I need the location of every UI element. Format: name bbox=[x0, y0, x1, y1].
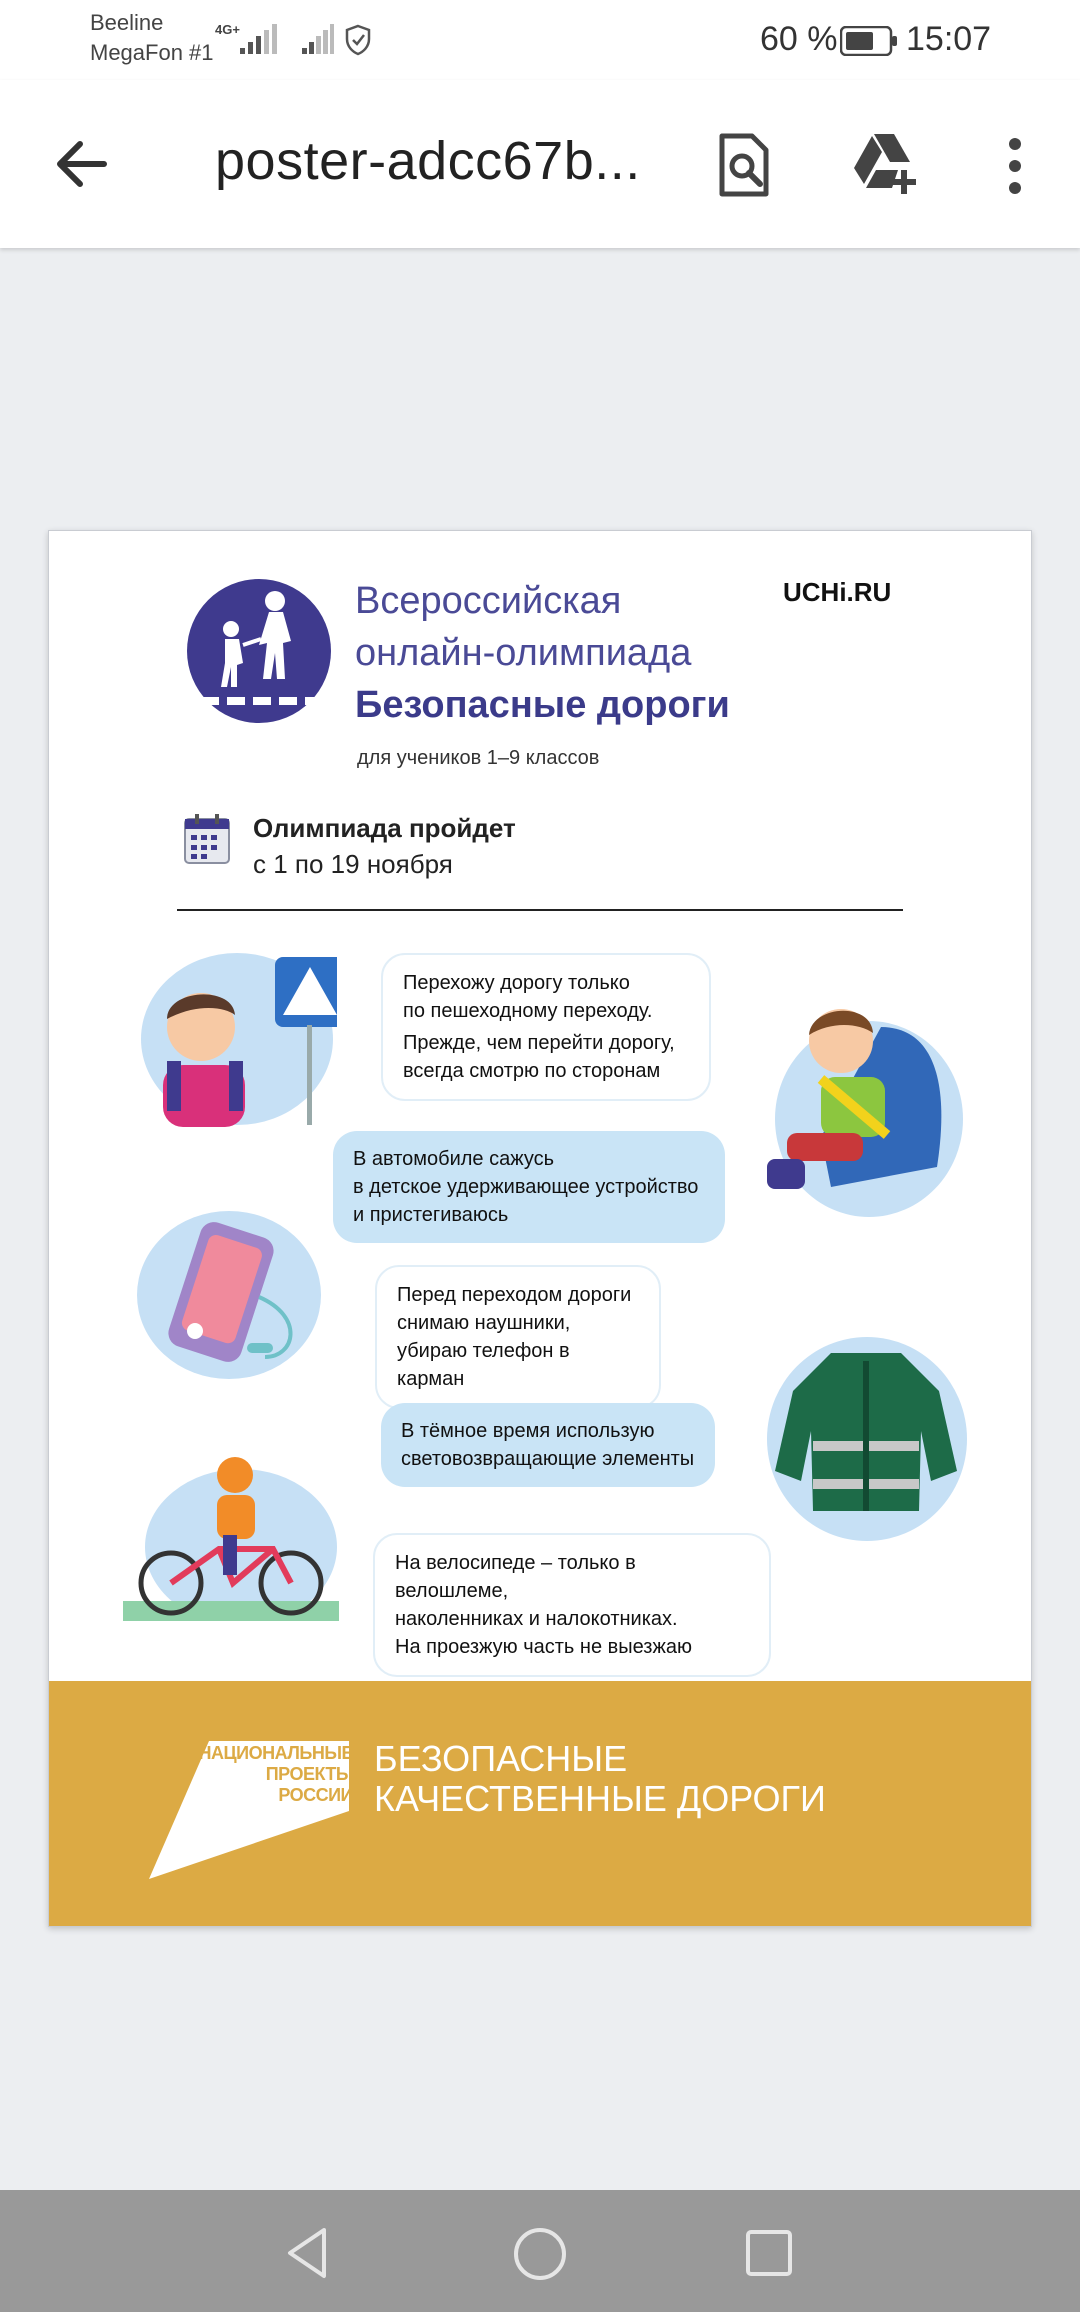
footer-title-line-2: КАЧЕСТВЕННЫЕ ДОРОГИ bbox=[374, 1778, 826, 1819]
logo-line-2: ПРОЕКТЫ bbox=[265, 1764, 353, 1784]
tip-5-line-2: наколенниках и налокотниках. bbox=[395, 1608, 678, 1630]
girl-bicycle-illustration bbox=[123, 1451, 339, 1621]
tip-3-line-1: Перед переходом дороги bbox=[397, 1284, 632, 1306]
carrier-2: MegaFon #1 bbox=[90, 40, 214, 65]
tip-4-line-2: световозвращающие элементы bbox=[401, 1448, 695, 1470]
tip-bubble-5 bbox=[373, 1533, 771, 1677]
battery-icon bbox=[840, 26, 898, 56]
battery-percent: 60 % bbox=[760, 20, 838, 58]
signal-icon bbox=[238, 22, 278, 56]
clock: 15:07 bbox=[906, 20, 992, 58]
nav-recents-icon[interactable] bbox=[744, 2228, 794, 2278]
schedule-dates: с 1 по 19 ноября bbox=[253, 849, 453, 879]
pedestrians-logo-icon bbox=[187, 579, 331, 723]
app-bar bbox=[0, 80, 1080, 248]
tip-2-line-2: в детское удерживающее устройство bbox=[353, 1176, 699, 1198]
heading-line-2: онлайн-олимпиада bbox=[355, 632, 692, 674]
tip-3-line-2: снимаю наушники, bbox=[397, 1312, 571, 1334]
national-projects-logo-text bbox=[197, 1743, 353, 1806]
back-arrow-icon[interactable] bbox=[52, 134, 112, 194]
tip-5-line-1: На велосипеде – только в велошлеме, bbox=[395, 1552, 636, 1602]
document-title: poster-adcc67b... bbox=[215, 131, 641, 191]
nav-home-icon[interactable] bbox=[512, 2226, 568, 2282]
poster-image bbox=[48, 530, 1032, 1927]
doc-search-icon[interactable] bbox=[716, 132, 772, 198]
boy-crossing-sign-illustration bbox=[137, 949, 337, 1129]
heading-line-1: Всероссийская bbox=[355, 580, 622, 622]
tip-2-line-1: В автомобиле сажусь bbox=[353, 1148, 555, 1170]
calendar-icon bbox=[183, 813, 235, 867]
tip-1-line-2: по пешеходному переходу. bbox=[403, 1000, 653, 1022]
child-car-seat-illustration bbox=[761, 987, 967, 1227]
shield-check-icon bbox=[344, 24, 372, 56]
network-type: 4G+ bbox=[215, 22, 240, 37]
uchi-logo: UCHi.RU bbox=[783, 577, 892, 607]
signal-2-icon bbox=[300, 22, 334, 56]
tip-bubble-2 bbox=[333, 1131, 725, 1243]
reflective-jacket-illustration bbox=[761, 1331, 969, 1541]
logo-line-1: НАЦИОНАЛЬНЫЕ bbox=[198, 1743, 353, 1763]
tip-4-line-1: В тёмное время использую bbox=[401, 1420, 655, 1442]
tip-1-line-3: Прежде, чем перейти дорогу, bbox=[403, 1032, 675, 1054]
carrier-1: Beeline bbox=[90, 10, 164, 35]
footer-title bbox=[374, 1739, 826, 1819]
tip-bubble-1 bbox=[381, 953, 711, 1101]
heading-line-3: Безопасные дороги bbox=[355, 684, 730, 726]
system-nav-bar bbox=[0, 2190, 1080, 2312]
tip-1-line-4: всегда смотрю по сторонам bbox=[403, 1060, 661, 1082]
tip-bubble-3 bbox=[375, 1265, 661, 1409]
footer-title-line-1: БЕЗОПАСНЫЕ bbox=[374, 1738, 628, 1779]
phone-headphones-illustration bbox=[135, 1207, 325, 1383]
tip-bubble-4 bbox=[381, 1403, 715, 1487]
nav-back-icon[interactable] bbox=[284, 2226, 334, 2280]
national-projects-band bbox=[49, 1681, 1031, 1926]
schedule-title: Олимпиада пройдет bbox=[253, 813, 516, 843]
tip-5-line-3: На проезжую часть не выезжаю bbox=[395, 1636, 692, 1658]
status-bar bbox=[0, 0, 1080, 80]
tip-2-line-3: и пристегиваюсь bbox=[353, 1204, 509, 1226]
logo-line-3: РОССИИ bbox=[278, 1785, 353, 1805]
carrier-labels bbox=[90, 8, 214, 68]
more-vert-icon[interactable] bbox=[1000, 136, 1030, 196]
tip-1-line-1: Перехожу дорогу только bbox=[403, 972, 630, 994]
drive-add-icon[interactable] bbox=[852, 130, 924, 196]
tip-3-line-3: убираю телефон в карман bbox=[397, 1340, 570, 1390]
divider bbox=[177, 909, 903, 911]
audience-text: для учеников 1–9 классов bbox=[357, 747, 600, 769]
